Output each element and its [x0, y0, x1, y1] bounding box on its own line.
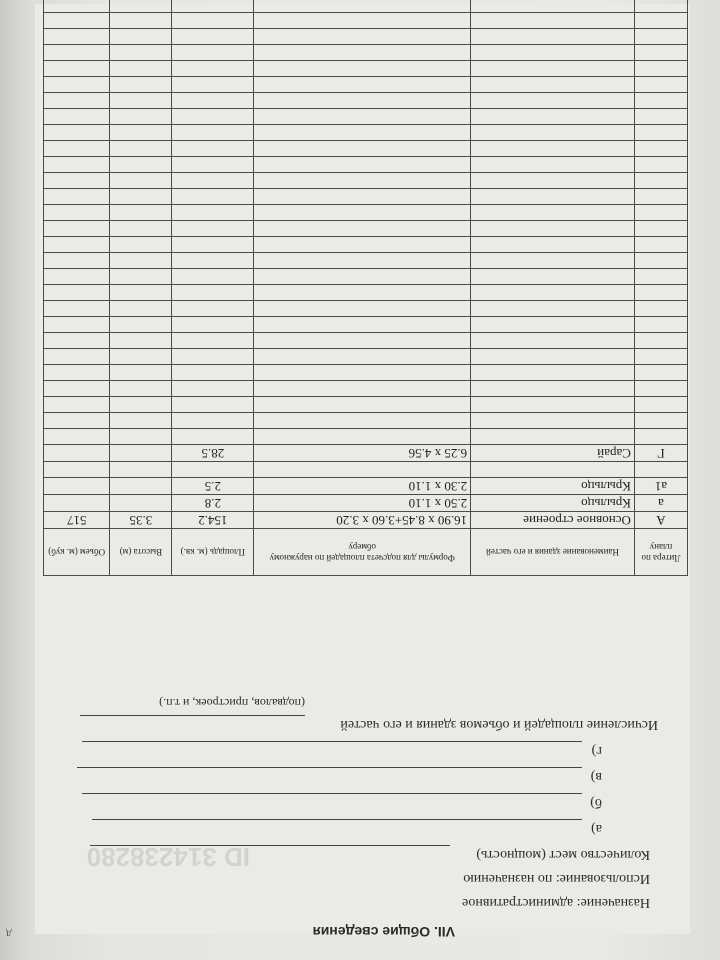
table-cell	[471, 45, 635, 61]
volumes-table	[43, 0, 688, 576]
table-cell	[172, 125, 254, 141]
underline-g	[82, 741, 582, 742]
table-cell	[44, 413, 110, 429]
table-row	[44, 173, 688, 189]
table-row	[44, 512, 688, 529]
table-cell	[44, 301, 110, 317]
table-row	[44, 349, 688, 365]
table-cell	[110, 429, 172, 445]
table-cell	[44, 77, 110, 93]
table-cell	[44, 317, 110, 333]
table-cell	[110, 189, 172, 205]
table-cell: 16.90 х 8.45+3.60 х 3.20	[254, 512, 471, 529]
table-cell	[254, 365, 471, 381]
table-cell: А	[634, 512, 687, 529]
header-formuly: Формулы для подсчета площадей по наружному обмеру	[254, 529, 471, 576]
table-cell: а1	[634, 478, 687, 495]
table-cell	[172, 29, 254, 45]
table-cell	[172, 301, 254, 317]
table-cell: 517	[44, 512, 110, 529]
table-cell	[110, 13, 172, 29]
table-cell	[254, 381, 471, 397]
table-cell	[471, 61, 635, 77]
table-cell	[634, 125, 687, 141]
table-cell	[44, 189, 110, 205]
table-cell	[254, 189, 471, 205]
ischislenie-note: (подвалов, пристроек, и т.п.)	[159, 696, 305, 710]
table-cell	[172, 285, 254, 301]
table-cell	[634, 157, 687, 173]
table-cell	[254, 61, 471, 77]
underline-a	[92, 819, 582, 820]
table-cell	[634, 173, 687, 189]
table-cell	[172, 221, 254, 237]
table-cell	[471, 317, 635, 333]
table-cell: 154.2	[172, 512, 254, 529]
table-cell	[471, 173, 635, 189]
table-cell	[254, 285, 471, 301]
table-cell	[110, 462, 172, 478]
table-row	[44, 125, 688, 141]
table-cell	[110, 349, 172, 365]
table-cell	[471, 237, 635, 253]
header-litera: Литера по плану	[634, 529, 687, 576]
table-cell	[634, 77, 687, 93]
table-cell	[44, 333, 110, 349]
table-row	[44, 462, 688, 478]
table-cell	[172, 45, 254, 61]
table-row	[44, 478, 688, 495]
table-cell	[110, 157, 172, 173]
table-cell	[254, 125, 471, 141]
table-cell	[110, 221, 172, 237]
table-cell	[471, 13, 635, 29]
table-cell	[110, 61, 172, 77]
table-cell	[634, 93, 687, 109]
table-cell	[44, 45, 110, 61]
table-cell	[172, 333, 254, 349]
table-cell	[172, 109, 254, 125]
table-cell	[254, 301, 471, 317]
table-cell	[172, 141, 254, 157]
table-cell	[254, 173, 471, 189]
table-header-row	[44, 529, 688, 576]
table-row	[44, 61, 688, 77]
table-cell	[254, 0, 471, 13]
table-cell	[172, 317, 254, 333]
table-cell: 3.35	[110, 512, 172, 529]
table-cell	[471, 221, 635, 237]
table-cell	[44, 125, 110, 141]
header-ploshchad: Площадь (м. кв.)	[172, 529, 254, 576]
header-naimenovanie: Наименование здания и его частей	[471, 529, 635, 576]
table-cell	[634, 429, 687, 445]
table-cell	[634, 349, 687, 365]
table-cell	[44, 13, 110, 29]
table-cell	[471, 269, 635, 285]
table-cell	[44, 365, 110, 381]
table-cell	[634, 269, 687, 285]
table-cell	[44, 93, 110, 109]
table-row	[44, 237, 688, 253]
header-obem: Объем (м. куб)	[44, 529, 110, 576]
table-cell: а	[634, 495, 687, 512]
table-cell: 28.5	[172, 445, 254, 462]
table-cell	[254, 349, 471, 365]
table-cell	[44, 141, 110, 157]
table-cell	[254, 45, 471, 61]
table-cell	[172, 93, 254, 109]
table-cell	[172, 237, 254, 253]
table-cell	[44, 109, 110, 125]
table-cell: Основное строение	[471, 512, 635, 529]
table-cell	[634, 253, 687, 269]
table-cell: 2.8	[172, 495, 254, 512]
table-cell	[254, 413, 471, 429]
table-cell	[110, 333, 172, 349]
table-cell	[634, 205, 687, 221]
field-ispolzovanie: Использование: по назначению	[463, 871, 650, 886]
table-row	[44, 445, 688, 462]
item-a-label: а)	[591, 821, 602, 836]
table-cell	[634, 462, 687, 478]
table-cell	[110, 173, 172, 189]
table-cell	[44, 462, 110, 478]
table-cell	[471, 0, 635, 13]
underline-b	[82, 793, 582, 794]
table-cell	[44, 253, 110, 269]
table-cell	[172, 61, 254, 77]
corner-mark: д	[6, 928, 12, 940]
table-cell	[172, 173, 254, 189]
table-cell	[44, 157, 110, 173]
table-cell	[110, 381, 172, 397]
table-cell	[110, 77, 172, 93]
table-cell	[172, 157, 254, 173]
table-cell	[254, 29, 471, 45]
table-cell	[254, 93, 471, 109]
table-cell	[44, 429, 110, 445]
table-cell	[110, 125, 172, 141]
table-cell	[254, 269, 471, 285]
underline-ischislenie	[80, 715, 305, 716]
table-cell	[172, 0, 254, 13]
table-cell: Крыльцо	[471, 478, 635, 495]
item-g-label: г)	[591, 743, 602, 758]
table-cell	[254, 429, 471, 445]
table-cell	[110, 205, 172, 221]
table-cell	[471, 77, 635, 93]
table-cell	[471, 93, 635, 109]
table-cell	[110, 93, 172, 109]
table-row	[44, 109, 688, 125]
table-cell	[172, 381, 254, 397]
table-row	[44, 157, 688, 173]
table-row	[44, 301, 688, 317]
table-cell	[254, 109, 471, 125]
watermark: ID 314238280	[86, 842, 250, 872]
table-cell	[110, 29, 172, 45]
item-b-label: б)	[590, 795, 602, 810]
table-cell	[44, 0, 110, 13]
table-cell	[44, 349, 110, 365]
table-cell	[44, 397, 110, 413]
table-row	[44, 381, 688, 397]
table-cell	[44, 61, 110, 77]
table-cell	[44, 221, 110, 237]
table-cell	[254, 141, 471, 157]
underline-kolichestvo	[90, 845, 450, 846]
table-cell	[110, 495, 172, 512]
table-cell	[471, 189, 635, 205]
table-cell	[110, 445, 172, 462]
table-cell	[634, 13, 687, 29]
table-cell	[110, 109, 172, 125]
table-cell	[44, 237, 110, 253]
table-cell	[44, 478, 110, 495]
table-cell	[44, 173, 110, 189]
table-cell: 2.50 х 1.10	[254, 495, 471, 512]
table-row	[44, 0, 688, 13]
table-cell	[254, 77, 471, 93]
table-cell	[172, 269, 254, 285]
table-cell	[172, 429, 254, 445]
table-cell	[254, 462, 471, 478]
field-kolichestvo-mest: Количество мест (мощность)	[476, 847, 650, 862]
table-cell	[471, 29, 635, 45]
table-row	[44, 495, 688, 512]
section-title: VII. Общие сведения	[312, 924, 455, 940]
table-row	[44, 93, 688, 109]
table-cell	[44, 205, 110, 221]
table-cell	[110, 253, 172, 269]
header-vysota: Высота (м)	[110, 529, 172, 576]
table-cell	[634, 237, 687, 253]
table-cell: 2.5	[172, 478, 254, 495]
table-cell	[254, 317, 471, 333]
table-cell	[44, 285, 110, 301]
table-cell: Крыльцо	[471, 495, 635, 512]
table-cell	[254, 253, 471, 269]
table-cell	[471, 125, 635, 141]
table-cell	[471, 397, 635, 413]
table-cell	[471, 205, 635, 221]
table-cell: 2.30 х 1.10	[254, 478, 471, 495]
item-v-label: в)	[590, 769, 602, 784]
table-cell	[110, 397, 172, 413]
table-cell	[471, 365, 635, 381]
table-row	[44, 397, 688, 413]
table-cell	[110, 269, 172, 285]
table-cell	[634, 413, 687, 429]
table-cell: Г	[634, 445, 687, 462]
table-cell	[634, 141, 687, 157]
table-cell	[634, 221, 687, 237]
table-cell	[254, 397, 471, 413]
table-cell	[471, 349, 635, 365]
table-cell	[44, 495, 110, 512]
table-cell	[471, 285, 635, 301]
table-row	[44, 45, 688, 61]
table-cell: Сарай	[471, 445, 635, 462]
table-cell	[44, 381, 110, 397]
table-row	[44, 189, 688, 205]
table-cell	[110, 365, 172, 381]
table-cell	[634, 61, 687, 77]
table-cell	[172, 13, 254, 29]
table-cell	[634, 301, 687, 317]
table-row	[44, 141, 688, 157]
table-cell	[634, 317, 687, 333]
table-cell	[471, 462, 635, 478]
table-cell	[254, 205, 471, 221]
table-cell	[254, 237, 471, 253]
table-row	[44, 269, 688, 285]
table-cell	[172, 365, 254, 381]
table-cell	[471, 301, 635, 317]
table-row	[44, 253, 688, 269]
table-cell	[471, 413, 635, 429]
table-row	[44, 13, 688, 29]
table-cell	[471, 157, 635, 173]
table-cell	[634, 397, 687, 413]
table-cell	[110, 285, 172, 301]
table-cell	[634, 109, 687, 125]
table-cell	[254, 333, 471, 349]
table-cell	[110, 237, 172, 253]
table-cell	[634, 189, 687, 205]
table-cell	[634, 0, 687, 13]
table-row	[44, 429, 688, 445]
table-cell	[634, 381, 687, 397]
table-cell	[634, 333, 687, 349]
table-cell	[254, 157, 471, 173]
table-row	[44, 221, 688, 237]
table-cell	[172, 77, 254, 93]
table-cell	[44, 445, 110, 462]
table-cell	[172, 462, 254, 478]
table-cell	[634, 29, 687, 45]
table-cell	[110, 478, 172, 495]
table-cell	[44, 29, 110, 45]
table-cell	[110, 301, 172, 317]
table-cell	[110, 0, 172, 13]
table-cell	[471, 381, 635, 397]
table-cell	[471, 109, 635, 125]
field-naznachenie: Назначение: административное	[462, 895, 650, 910]
table-cell	[254, 13, 471, 29]
table-cell	[110, 141, 172, 157]
table-cell	[172, 189, 254, 205]
table-cell	[634, 285, 687, 301]
table-row	[44, 77, 688, 93]
table-cell	[634, 365, 687, 381]
table-cell	[110, 413, 172, 429]
table-row	[44, 317, 688, 333]
underline-v	[77, 767, 582, 768]
table-cell	[172, 397, 254, 413]
table-cell	[172, 205, 254, 221]
table-row	[44, 29, 688, 45]
table-row	[44, 205, 688, 221]
table-cell	[110, 317, 172, 333]
table-cell	[172, 349, 254, 365]
table-cell	[172, 253, 254, 269]
table-row	[44, 413, 688, 429]
table-cell	[471, 253, 635, 269]
table-cell	[471, 429, 635, 445]
table-cell	[172, 413, 254, 429]
table-row	[44, 365, 688, 381]
table-cell	[471, 333, 635, 349]
table-cell	[471, 141, 635, 157]
table-row	[44, 285, 688, 301]
table-cell	[110, 45, 172, 61]
ischislenie-label: Исчисление площадей и объемов здания и его частей	[340, 717, 658, 732]
table-cell: 6.25 х 4.56	[254, 445, 471, 462]
table-cell	[44, 269, 110, 285]
table-cell	[254, 221, 471, 237]
table-cell	[634, 45, 687, 61]
table-row	[44, 333, 688, 349]
